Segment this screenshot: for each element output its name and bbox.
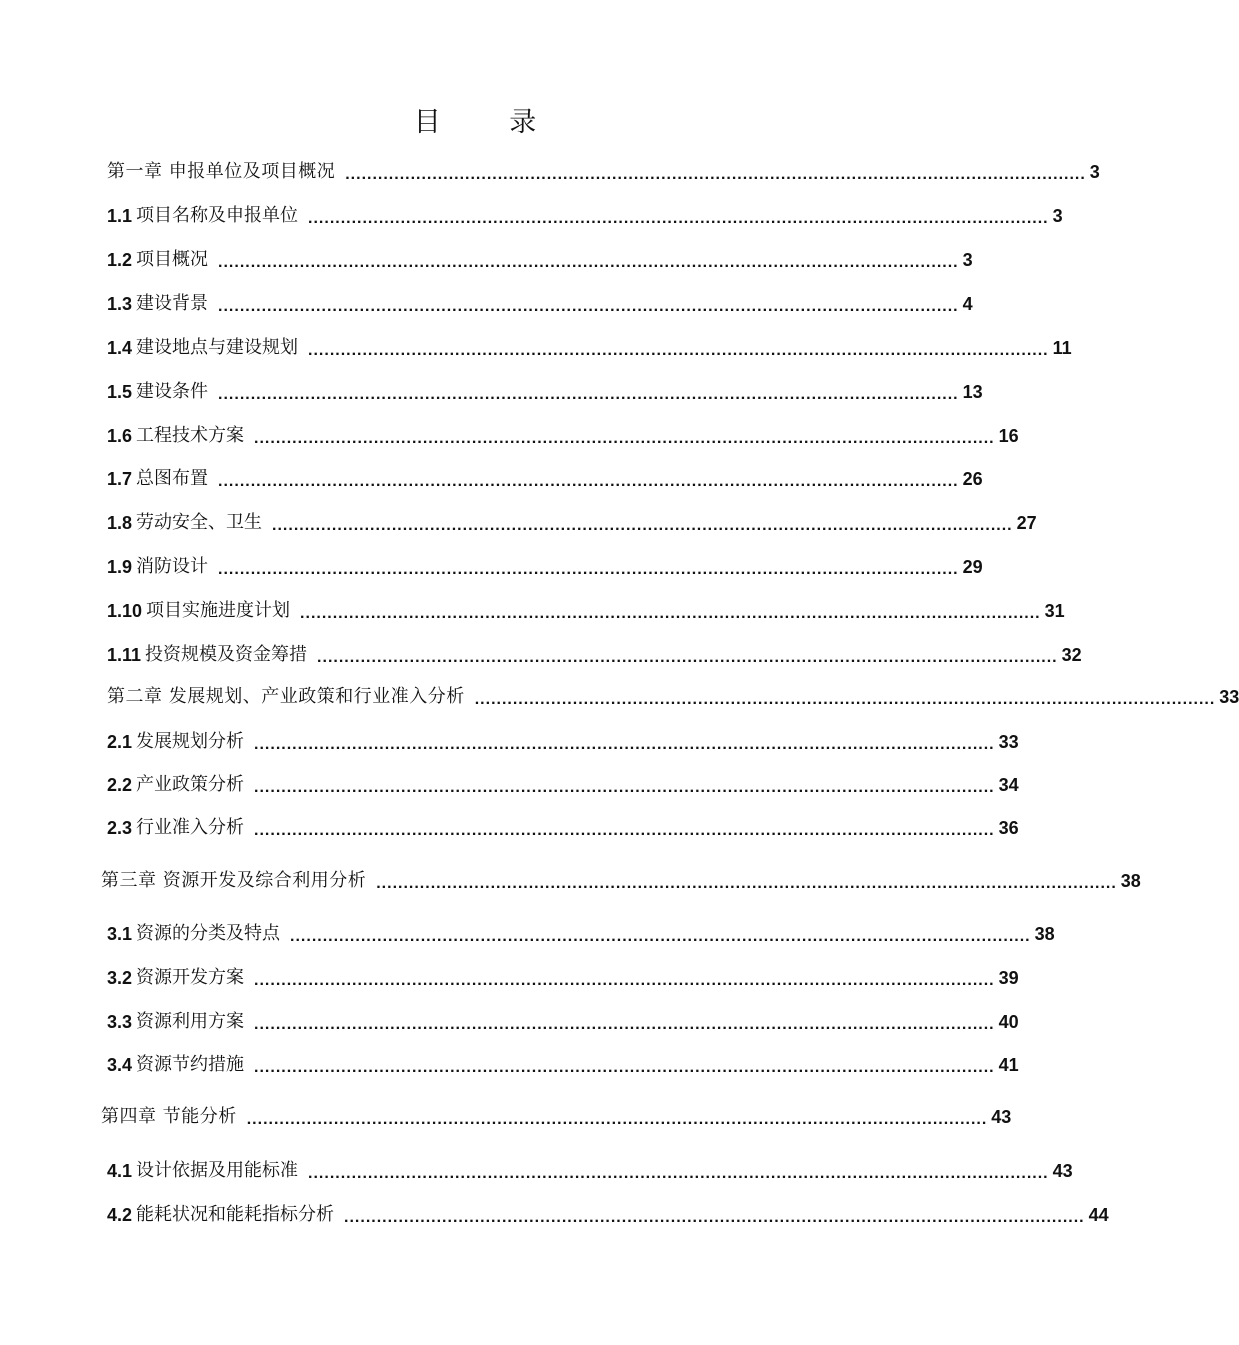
toc-entry-page: 34 [998,775,1019,795]
toc-leader: ........................................................................................................................................ [254,430,995,447]
toc-entry-number: 1.10 [107,601,143,621]
toc-leader: ........................................................................................................................................ [254,736,995,753]
toc-entry-label: 消防设计 [136,556,209,577]
toc-entry-label: 资源的分类及特点 [136,923,281,944]
toc-entry[interactable] [107,157,1100,183]
toc-leader: ........................................................................................................................................ [218,254,959,271]
toc-entry[interactable] [107,770,1019,796]
toc-entry[interactable] [107,727,1019,753]
toc-entry[interactable] [107,421,1019,447]
toc-entry-number: 1.11 [107,645,142,665]
toc-entry-number: 3.1 [107,924,133,944]
toc-leader: ........................................................................................................................................ [218,473,959,490]
toc-entry[interactable] [101,866,1141,892]
toc-entry[interactable] [107,245,973,271]
toc-leader: ........................................................................................................................................ [376,875,1117,892]
toc-entry[interactable] [107,377,983,403]
toc-entry[interactable] [107,552,983,578]
toc-entry[interactable] [107,464,983,490]
toc-entry-number: 1.6 [107,426,133,446]
toc-entry-label: 资源节约措施 [136,1054,245,1075]
toc-entry[interactable] [107,289,973,315]
toc-leader: ........................................................................................................................................ [300,605,1041,622]
toc-leader: ........................................................................................................................................ [254,1059,995,1076]
toc-entry-label: 行业准入分析 [136,817,245,838]
toc-leader: ........................................................................................................................................ [308,210,1049,227]
toc-leader: ........................................................................................................................................ [218,298,959,315]
toc-entry-page: 36 [998,818,1019,838]
toc-entry-label: 第三章 资源开发及综合利用分析 [101,870,367,891]
toc-leader: ........................................................................................................................................ [218,561,959,578]
toc-leader: ........................................................................................................................................ [272,517,1013,534]
toc-entry-number: 4.2 [107,1205,133,1225]
toc-entry-page: 38 [1034,924,1055,944]
toc-entry-page: 4 [962,294,973,314]
toc-entry-label: 第四章 节能分析 [101,1106,237,1127]
toc-entry[interactable] [107,813,1019,839]
toc-entry-number: 1.1 [107,206,133,226]
toc-entry-number: 1.5 [107,382,133,402]
toc-entry-label: 总图布置 [136,468,209,489]
toc-entry-page: 43 [1052,1161,1073,1181]
toc-entry-number: 2.3 [107,818,133,838]
toc-entry-page: 39 [998,968,1019,988]
toc-entry-page: 13 [962,382,983,402]
toc-entry[interactable] [101,1102,1012,1128]
toc-entry-page: 3 [1089,162,1100,182]
toc-entry-number: 3.2 [107,968,133,988]
toc-entry-number: 1.9 [107,557,133,577]
toc-entry-number: 1.7 [107,469,133,489]
toc-entry-label: 资源利用方案 [136,1011,245,1032]
toc-entry-label: 项目实施进度计划 [146,600,291,621]
toc-entry-number: 4.1 [107,1161,133,1181]
toc-entry-number: 3.4 [107,1055,133,1075]
toc-entry-page: 31 [1044,601,1065,621]
toc-entry-label: 投资规模及资金筹措 [145,644,308,665]
toc-entry-number: 2.2 [107,775,133,795]
toc-entry-page: 41 [998,1055,1019,1075]
toc-entry-page: 38 [1120,871,1141,891]
toc-entry-page: 40 [998,1012,1019,1032]
toc-entry[interactable] [107,1007,1019,1033]
toc-entry-label: 建设背景 [136,293,209,314]
toc-leader: ........................................................................................................................................ [308,342,1049,359]
toc-entry-label: 项目名称及申报单位 [136,205,299,226]
toc-entry-label: 第二章 发展规划、产业政策和行业准入分析 [107,686,465,707]
toc-entry-label: 发展规划分析 [136,731,245,752]
toc-leader: ........................................................................................................................................ [344,1209,1085,1226]
toc-entry[interactable] [107,1156,1073,1182]
toc-leader: ........................................................................................................................................ [308,1165,1049,1182]
toc-entry-page: 33 [1219,687,1239,707]
toc-entry-page: 29 [962,557,983,577]
toc-entry[interactable] [107,1200,1109,1226]
toc-leader: ........................................................................................................................................ [345,166,1086,183]
toc-entry-page: 26 [962,469,983,489]
toc-entry[interactable] [107,596,1065,622]
toc-leader: ........................................................................................................................................ [474,691,1216,708]
toc-entry[interactable] [107,682,1239,708]
toc-entry[interactable] [107,919,1055,945]
toc-leader: ........................................................................................................................................ [254,822,995,839]
toc-entry-page: 27 [1016,513,1037,533]
toc-entry-number: 2.1 [107,732,133,752]
toc-entry-page: 16 [998,426,1019,446]
toc-entry-label: 能耗状况和能耗指标分析 [136,1204,335,1225]
toc-entry-page: 33 [998,732,1019,752]
toc-leader: ........................................................................................................................................ [254,972,995,989]
toc-entry-label: 设计依据及用能标准 [136,1160,299,1181]
toc-entry[interactable] [107,333,1072,359]
toc-entry-label: 第一章 申报单位及项目概况 [107,161,336,182]
toc-entry-label: 建设条件 [136,381,209,402]
toc-entry[interactable] [107,1050,1019,1076]
toc-entry-label: 资源开发方案 [136,967,245,988]
toc-entry-page: 44 [1088,1205,1109,1225]
toc-entry-page: 11 [1052,338,1072,358]
toc-leader: ........................................................................................................................................ [246,1111,988,1128]
toc-entry-page: 3 [1052,206,1063,226]
toc-entry-label: 劳动安全、卫生 [136,512,263,533]
toc-entry-page: 32 [1061,645,1082,665]
toc-leader: ........................................................................................................................................ [290,928,1031,945]
toc-entry[interactable] [107,508,1037,534]
toc-entry-label: 产业政策分析 [136,774,245,795]
toc-entry-page: 3 [962,250,973,270]
toc-entry[interactable] [107,963,1019,989]
toc-leader: ........................................................................................................................................ [254,1016,995,1033]
toc-entry-label: 项目概况 [136,249,209,270]
toc-title: 目 录 [413,107,567,138]
toc-entry-label: 建设地点与建设规划 [136,337,299,358]
toc-entry-number: 1.2 [107,250,133,270]
toc-entry[interactable] [107,640,1082,666]
toc-leader: ........................................................................................................................................ [317,649,1058,666]
toc-entry[interactable] [107,201,1063,227]
toc-entry-number: 1.3 [107,294,133,314]
toc-leader: ........................................................................................................................................ [218,386,959,403]
toc-entry-page: 43 [991,1107,1012,1127]
toc-leader: ........................................................................................................................................ [254,779,995,796]
toc-entry-number: 1.4 [107,338,133,358]
toc-entry-number: 1.8 [107,513,133,533]
toc-entry-number: 3.3 [107,1012,133,1032]
toc-entry-label: 工程技术方案 [136,425,245,446]
